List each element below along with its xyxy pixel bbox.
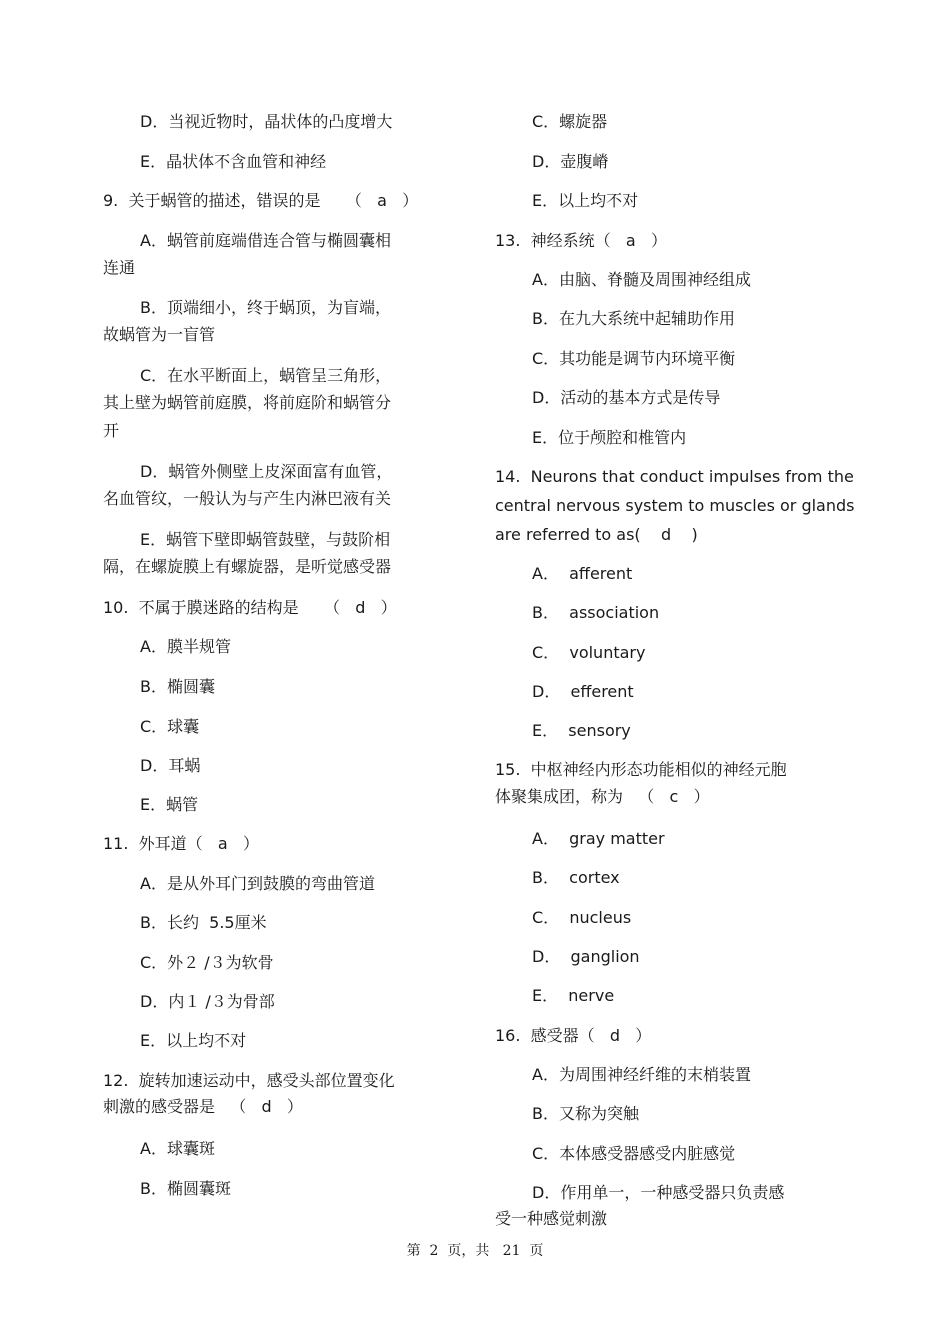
- text-line: 刺激的感受器是 （ d ）: [103, 1097, 303, 1116]
- text-line: 13. 神经系统（ a ）: [495, 231, 667, 250]
- text-line: A． gray matter: [532, 829, 665, 848]
- text-line: 连通: [103, 258, 136, 277]
- text-line: E．以上均不对: [140, 1031, 247, 1050]
- page-footer: 第 2 页，共 21 页: [406, 1243, 544, 1259]
- text-line: 9. 关于蜗管的描述，错误的是 （ a ）: [103, 191, 419, 210]
- text-line: A． afferent: [532, 564, 633, 583]
- text-line: B．椭圆囊: [140, 677, 215, 696]
- text-line: A．由脑、脊髓及周围神经组成: [532, 270, 751, 289]
- text-line: central nervous system to muscles or glands: [495, 496, 855, 515]
- text-line: D．壶腹嵴: [532, 152, 609, 171]
- text-line: A．为周围神经纤维的末梢装置: [532, 1065, 751, 1084]
- text-line: C．本体感受器感受内脏感觉: [532, 1144, 736, 1163]
- text-line: C．球囊: [140, 717, 200, 736]
- text-line: C． voluntary: [532, 643, 646, 662]
- text-line: B．在九大系统中起辅助作用: [532, 309, 735, 328]
- text-line: C．在水平断面上，蜗管呈三角形，: [140, 366, 392, 385]
- text-line: C． nucleus: [532, 908, 632, 927]
- text-line: B． association: [532, 603, 660, 622]
- text-line: B．椭圆囊斑: [140, 1179, 231, 1198]
- text-line: E． nerve: [532, 986, 615, 1005]
- text-line: D．耳蜗: [140, 756, 201, 775]
- text-line: E．以上均不对: [532, 191, 639, 210]
- text-line: B．顶端细小，终于蜗顶，为盲端，: [140, 298, 391, 317]
- text-line: 14. Neurons that conduct impulses from the: [495, 467, 854, 486]
- text-line: B． cortex: [532, 868, 620, 887]
- text-line: E．蜗管: [140, 795, 199, 814]
- text-line: are referred to as( d ): [495, 525, 698, 544]
- text-line: 体聚集成团，称为 （ c ）: [495, 787, 710, 806]
- text-line: 15. 中枢神经内形态功能相似的神经元胞: [495, 760, 787, 779]
- text-line: 12. 旋转加速运动中，感受头部位置变化: [103, 1071, 395, 1090]
- text-line: B．又称为突触: [532, 1104, 639, 1123]
- text-line: 其上壁为蜗管前庭膜，将前庭阶和蜗管分: [103, 393, 392, 412]
- text-line: D．蜗管外侧壁上皮深面富有血管，: [140, 462, 393, 481]
- text-line: A．膜半规管: [140, 637, 231, 656]
- text-line: A．是从外耳门到鼓膜的弯曲管道: [140, 874, 375, 893]
- text-line: B．长约 5.5厘米: [140, 913, 267, 932]
- text-line: 16. 感受器（ d ）: [495, 1026, 652, 1045]
- text-line: D．作用单一，一种感受器只负责感: [532, 1183, 785, 1202]
- text-line: 故蜗管为一盲管: [103, 325, 216, 344]
- text-line: 10. 不属于膜迷路的结构是 （ d ）: [103, 598, 397, 617]
- text-line: 开: [103, 421, 120, 440]
- text-line: D． ganglion: [532, 947, 640, 966]
- text-line: E． sensory: [532, 721, 631, 740]
- text-line: C．螺旋器: [532, 112, 608, 131]
- text-line: D．当视近物时，晶状体的凸度增大: [140, 112, 393, 131]
- text-line: A．球囊斑: [140, 1139, 215, 1158]
- text-line: C．其功能是调节内环境平衡: [532, 349, 736, 368]
- text-line: D．内１ /３为骨部: [140, 992, 275, 1011]
- text-line: A．蜗管前庭端借连合管与椭圆囊相: [140, 231, 391, 250]
- text-line: C．外２ /３为软骨: [140, 953, 274, 972]
- text-line: D．活动的基本方式是传导: [532, 388, 721, 407]
- text-line: D． efferent: [532, 682, 634, 701]
- text-line: E．晶状体不含血管和神经: [140, 152, 327, 171]
- text-line: E．蜗管下壁即蜗管鼓壁，与鼓阶相: [140, 530, 391, 549]
- text-line: 11. 外耳道（ a ）: [103, 834, 259, 853]
- text-line: 受一种感觉刺激: [495, 1209, 608, 1228]
- text-line: 隔，在螺旋膜上有螺旋器，是听觉感受器: [103, 557, 392, 576]
- text-line: 名血管纹，一般认为与产生内淋巴液有关: [103, 489, 392, 508]
- text-line: E．位于颅腔和椎管内: [532, 428, 687, 447]
